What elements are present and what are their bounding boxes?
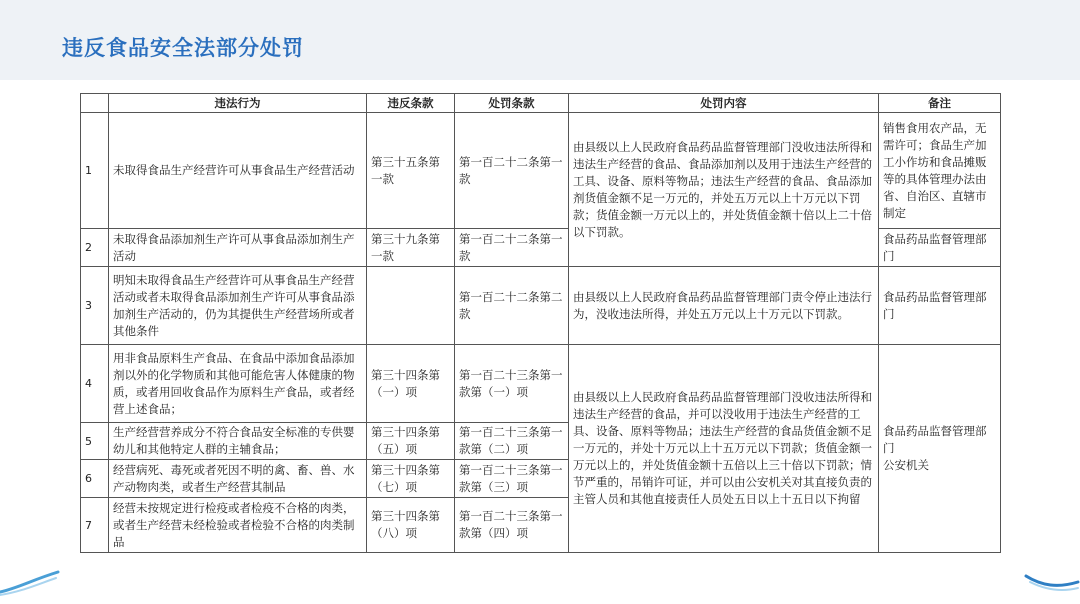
header-penalty-content: 处罚内容 [569,94,879,113]
row-act: 经营未按规定进行检疫或者检疫不合格的肉类，或者生产经营未经检验或者检验不合格的肉类制品 [109,498,367,553]
header-remark: 备注 [879,94,1001,113]
row-act: 未取得食品添加剂生产许可从事食品添加剂生产活动 [109,229,367,267]
row-number: 2 [81,229,109,267]
row-number: 1 [81,113,109,229]
row-penalty-clause: 第一百二十三条第一款第（二）项 [455,423,569,460]
remark-4-7: 食品药品监督管理部门 公安机关 [879,345,1001,553]
row-number: 3 [81,267,109,345]
remark-3: 食品药品监督管理部门 [879,267,1001,345]
header-no [81,94,109,113]
row-penalty-clause: 第一百二十二条第一款 [455,113,569,229]
table-row [81,113,1001,229]
page-title: 违反食品安全法部分处罚 [62,36,304,60]
row-penalty-clause: 第一百二十三条第一款第（四）项 [455,498,569,553]
header-row [81,94,1001,113]
penalty-content-3: 由县级以上人民政府食品药品监督管理部门责令停止违法行为，没收违法所得，并处五万元以上十万元以下罚款。 [569,267,879,345]
row-number: 7 [81,498,109,553]
row-act: 明知未取得食品生产经营许可从事食品生产经营活动或者未取得食品添加剂生产许可从事食品添加剂生产活动的，仍为其提供生产经营场所或者其他条件 [109,267,367,345]
row-act: 未取得食品生产经营许可从事食品生产经营活动 [109,113,367,229]
table-row [81,267,1001,345]
remark-1: 销售食用农产品，无需许可；食品生产加工小作坊和食品摊贩等的具体管理办法由省、自治区、直辖市制定 [879,113,1001,229]
row-violated: 第三十四条第（七）项 [367,460,455,498]
row-number: 6 [81,460,109,498]
penalty-table [80,93,1001,553]
penalty-content-1-2: 由县级以上人民政府食品药品监督管理部门没收违法所得和违法生产经营的食品、食品添加剂以及用于违法生产经营的工具、设备、原料等物品；违法生产经营的食品、食品添加剂货值金额不足一万元的，并处五万元以上十万元以下罚款；货值金额一万元以上的，并处货值金额十倍以上二十倍以下罚款。 [569,113,879,267]
header-act: 违法行为 [109,94,367,113]
remark-2: 食品药品监督管理部门 [879,229,1001,267]
table-row [81,345,1001,423]
row-penalty-clause: 第一百二十三条第一款第（一）项 [455,345,569,423]
row-violated: 第三十五条第一款 [367,113,455,229]
penalty-content-4-7: 由县级以上人民政府食品药品监督管理部门没收违法所得和违法生产经营的食品，并可以没收用于违法生产经营的工具、设备、原料等物品；违法生产经营的食品货值金额不足一万元的，并处十万元以上十五万元以下罚款；货值金额一万元以上的，并处货值金额十五倍以上三十倍以下罚款；情节严重的，吊销许可证，并可以由公安机关对其直接负责的主管人员和其他直接责任人员处五日以上十五日以下拘留 [569,345,879,553]
row-penalty-clause: 第一百二十三条第一款第（三）项 [455,460,569,498]
row-act: 经营病死、毒死或者死因不明的禽、畜、兽、水产动物肉类，或者生产经营其制品 [109,460,367,498]
wave-decoration-left-icon [0,570,60,596]
row-violated: 第三十四条第（五）项 [367,423,455,460]
wave-decoration-right-icon [1024,572,1080,596]
header-penalty-clause: 处罚条款 [455,94,569,113]
row-violated: 第三十四条第（一）项 [367,345,455,423]
row-penalty-clause: 第一百二十二条第二款 [455,267,569,345]
row-number: 4 [81,345,109,423]
header-violated: 违反条款 [367,94,455,113]
row-violated: 第三十九条第一款 [367,229,455,267]
row-violated [367,267,455,345]
row-penalty-clause: 第一百二十二条第一款 [455,229,569,267]
row-violated: 第三十四条第（八）项 [367,498,455,553]
row-act: 用非食品原料生产食品、在食品中添加食品添加剂以外的化学物质和其他可能危害人体健康的物质，或者用回收食品作为原料生产食品，或者经营上述食品； [109,345,367,423]
row-act: 生产经营营养成分不符合食品安全标准的专供婴幼儿和其他特定人群的主辅食品； [109,423,367,460]
row-number: 5 [81,423,109,460]
